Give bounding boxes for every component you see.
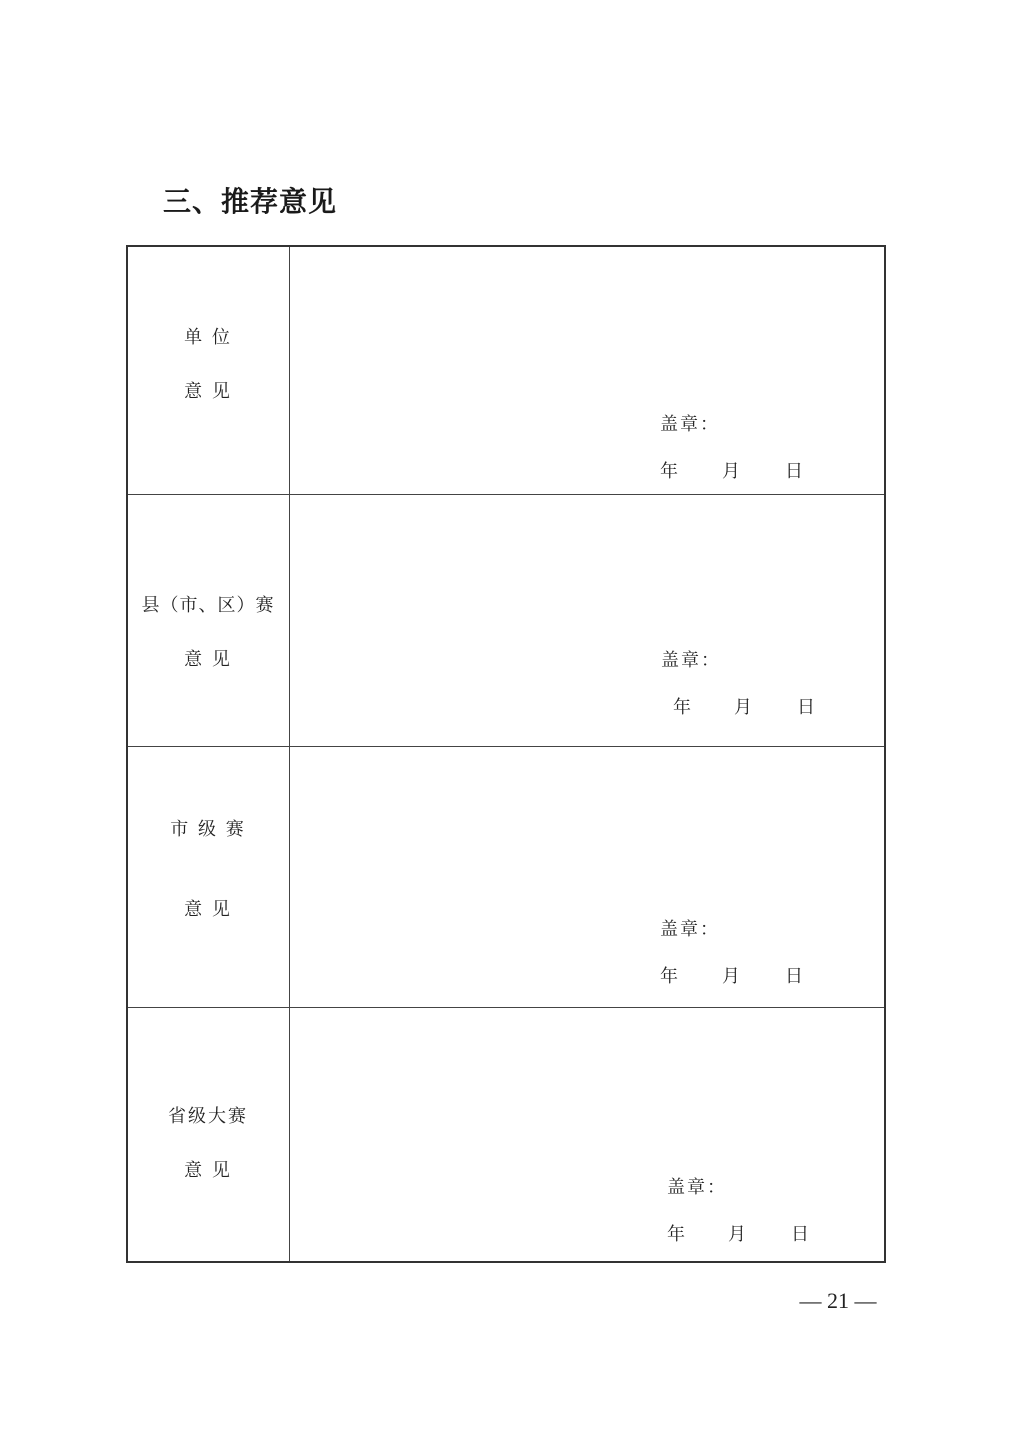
opinion-row-county — [128, 495, 884, 747]
date-day: 日 — [785, 461, 803, 482]
date-year: 年 — [660, 966, 678, 987]
seal-label: 盖章： — [667, 1177, 727, 1198]
opinion-content-cell[interactable] — [290, 495, 884, 746]
recommendation-table — [126, 245, 886, 1263]
date-month: 月 — [722, 461, 740, 482]
row-label-cell — [128, 247, 290, 494]
row-label-line1: 省级大赛 — [168, 1106, 248, 1127]
row-label-line1: 市 级 赛 — [170, 819, 246, 840]
row-label-cell — [128, 747, 290, 1007]
date-month: 月 — [728, 1224, 746, 1245]
date-day: 日 — [797, 697, 815, 718]
row-label-line2: 意 见 — [184, 649, 232, 670]
row-label-cell — [128, 495, 290, 746]
date-month: 月 — [734, 697, 752, 718]
page-number: — 21 — — [799, 1288, 877, 1313]
row-label-line1: 县（市、区）赛 — [141, 595, 275, 616]
opinion-row-city — [128, 747, 884, 1008]
date-year: 年 — [660, 461, 678, 482]
row-label-cell — [128, 1008, 290, 1261]
opinion-row-unit — [128, 247, 884, 495]
row-label-line2: 意 见 — [184, 381, 232, 402]
date-year: 年 — [673, 697, 691, 718]
date-day: 日 — [785, 966, 803, 987]
row-label-line2: 意 见 — [184, 899, 232, 920]
date-year: 年 — [667, 1224, 685, 1245]
date-day: 日 — [791, 1224, 809, 1245]
date-month: 月 — [722, 966, 740, 987]
seal-label: 盖章： — [660, 414, 720, 435]
seal-label: 盖章： — [660, 919, 720, 940]
section-title: 三、推荐意见 — [163, 185, 338, 218]
row-label-line1: 单 位 — [184, 327, 232, 348]
opinion-row-province — [128, 1008, 884, 1261]
row-label-line2: 意 见 — [184, 1160, 232, 1181]
seal-label: 盖章： — [661, 650, 721, 671]
